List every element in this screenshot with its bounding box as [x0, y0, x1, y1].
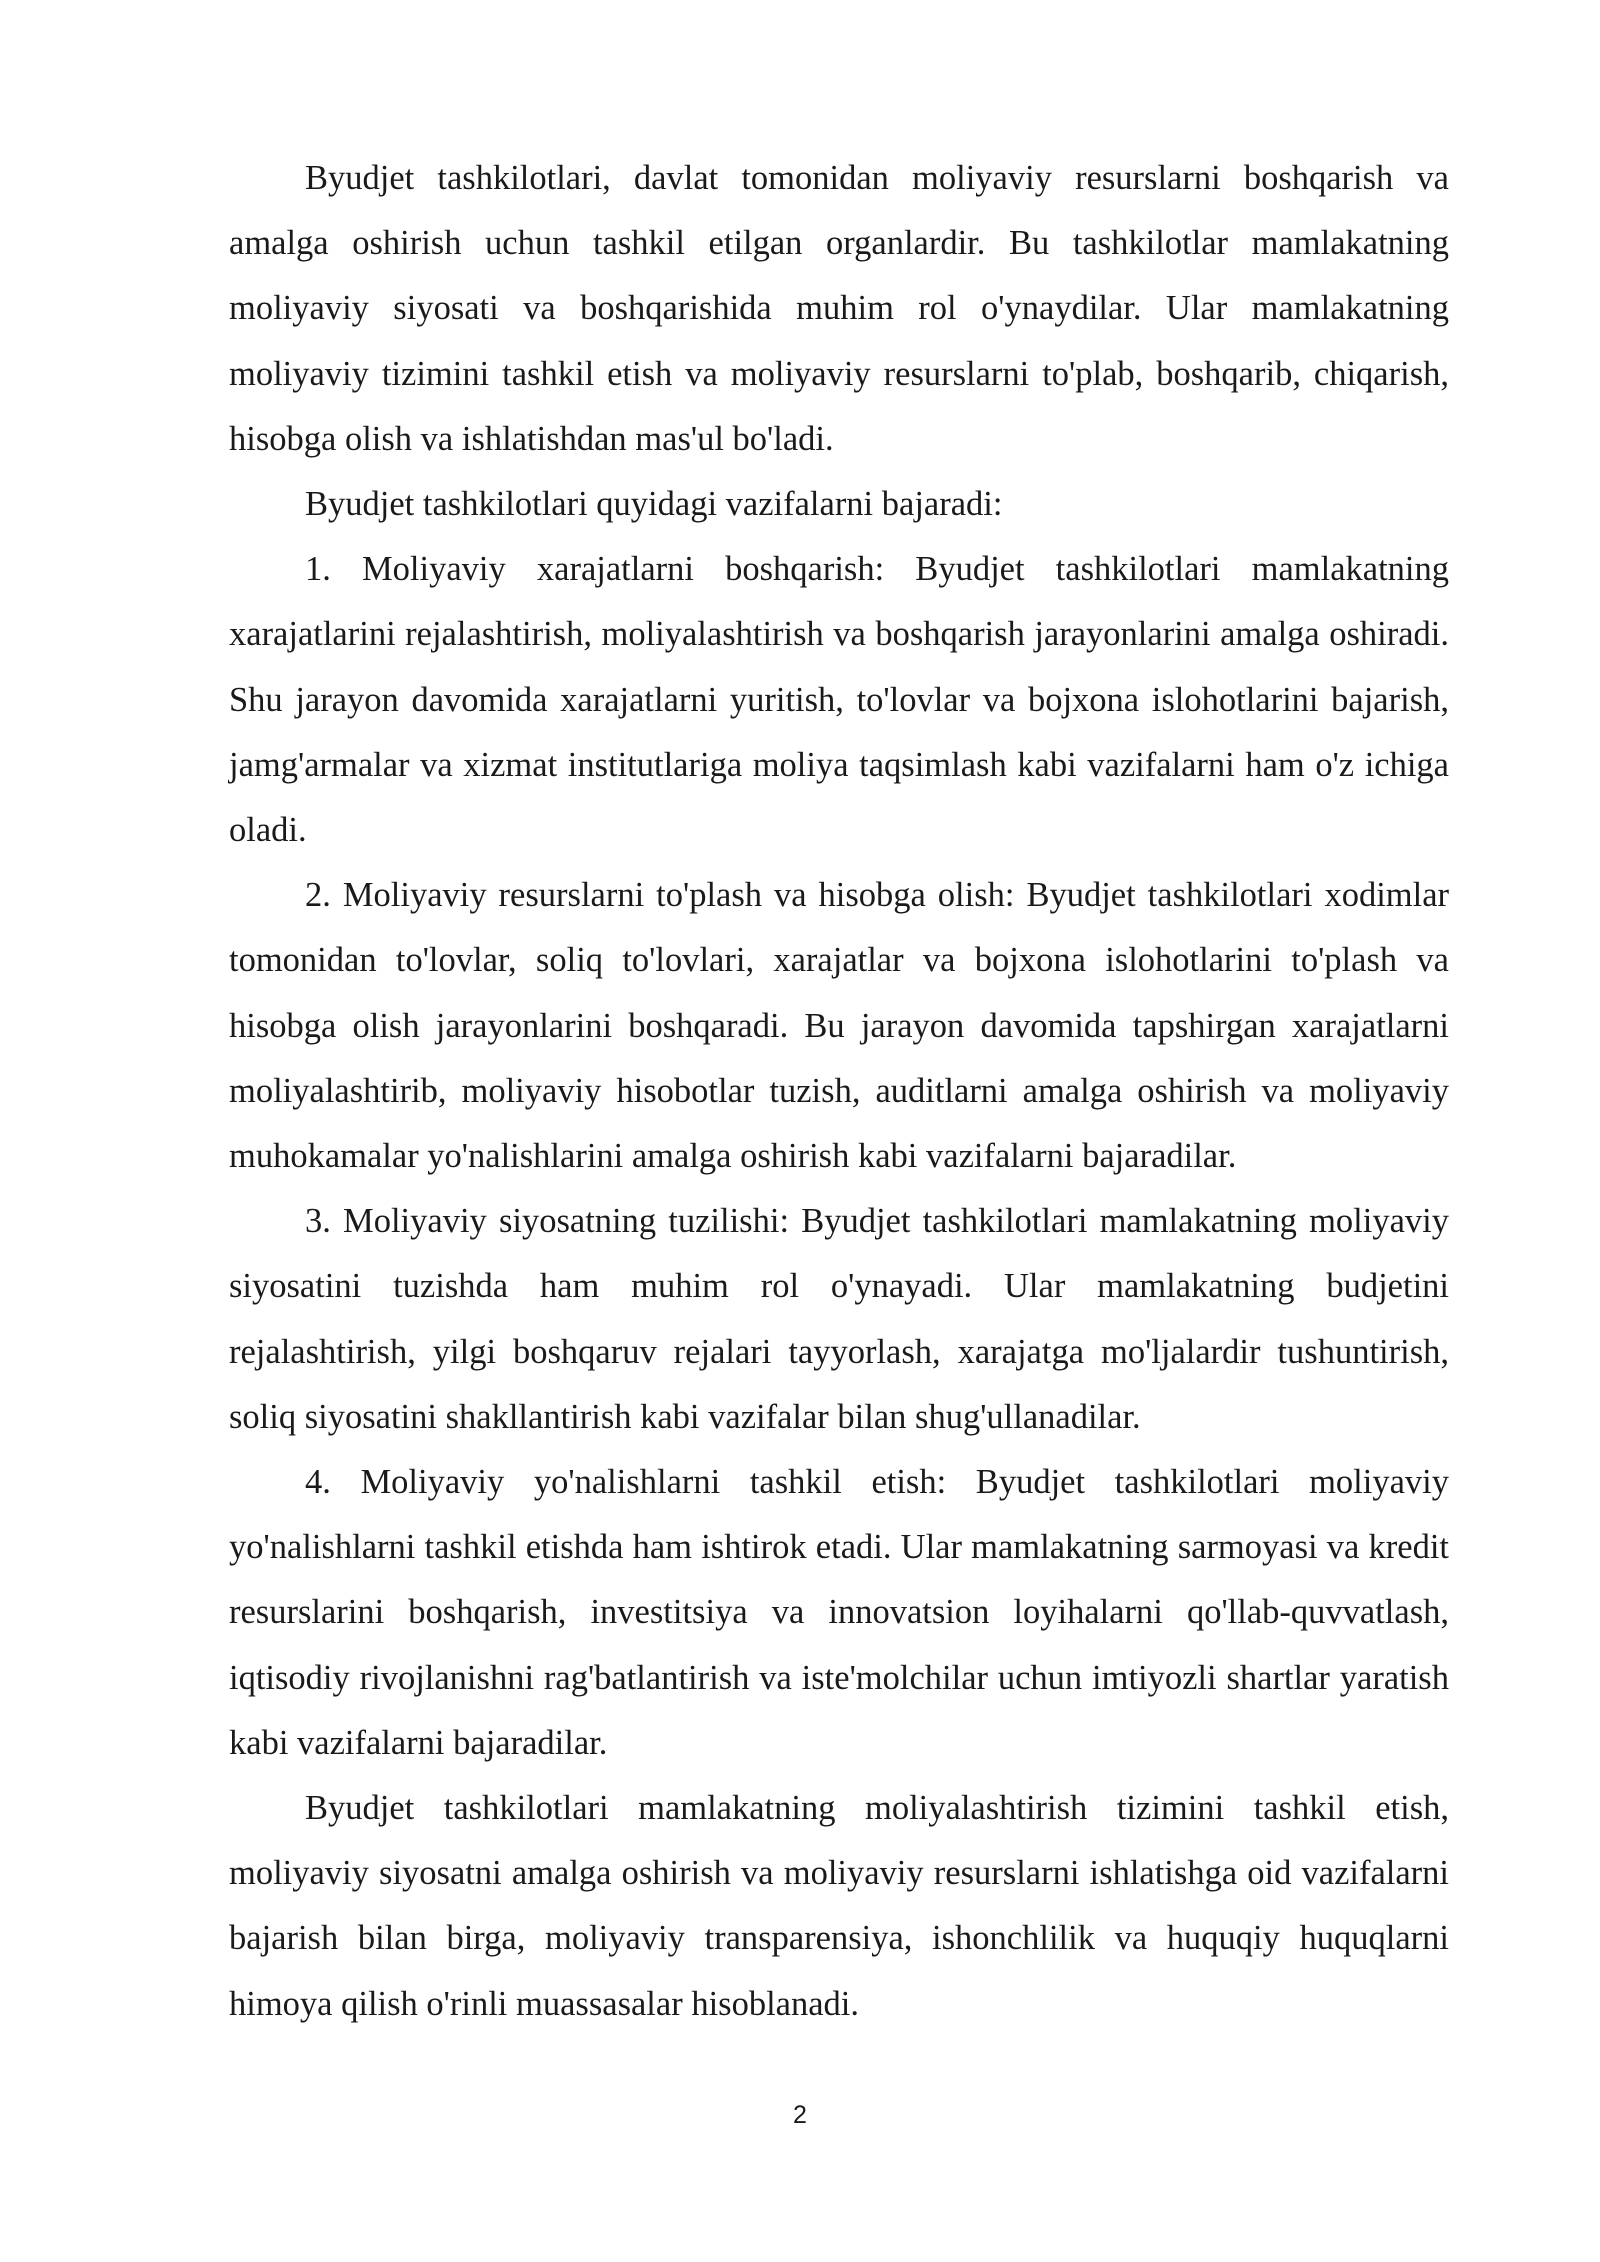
list-item-4-paragraph: 4. Moliyaviy yo'nalishlarni tashkil etish: Byudjet tashkilotlari moliyaviy yo'nalishlarni tashkil etishda ham ishtirok etadi. Ular mamlakatning sarmoyasi va kredit resurslarini boshqarish, investitsiya va innovatsion loyihalarni qo'llab-quvvatlash, iqtisodiy rivojlanishni rag'batlantirish va iste'molchilar uchun imtiyozli shartlar yaratish kabi vazifalarni bajaradilar.: [229, 1463, 1449, 1762]
list-item-3-paragraph: 3. Moliyaviy siyosatning tuzilishi: Byudjet tashkilotlari mamlakatning moliyaviy siyosatini tuzishda ham muhim rol o'ynayadi. Ular mamlakatning budjetini rejalashtirish, yilgi boshqaruv rejalari tayyorlash, xarajatga mo'ljalardir tushuntirish, soliq siyosatini shakllantirish kabi vazifalar bilan shug'ullanadilar.: [229, 1202, 1449, 1436]
intro-paragraph: Byudjet tashkilotlari, davlat tomonidan moliyaviy resurslarni boshqarish va amalga oshirish uchun tashkil etilgan organlardir. Bu tashkilotlar mamlakatning moliyaviy siyosati va boshqarishida muhim rol o'ynaydilar. Ular mamlakatning moliyaviy tizimini tashkil etish va moliyaviy resurslarni to'plab, boshqarib, chiqarish, hisobga olish va ishlatishdan mas'ul bo'ladi.: [229, 159, 1449, 458]
conclusion-paragraph: Byudjet tashkilotlari mamlakatning moliyalashtirish tizimini tashkil etish, moliyaviy siyosatni amalga oshirish va moliyaviy resurslarni ishlatishga oid vazifalarni bajarish bilan birga, moliyaviy transparensiya, ishonchlilik va huquqiy huquqlarni himoya qilish o'rinli muassasalar hisoblanadi.: [229, 1789, 1449, 2023]
page-body: [229, 146, 1449, 2037]
page-number: 2: [793, 2101, 807, 2129]
tasks-heading-paragraph: Byudjet tashkilotlari quyidagi vazifalarni bajaradi:: [305, 485, 1003, 524]
list-item-2-paragraph: 2. Moliyaviy resurslarni to'plash va hisobga olish: Byudjet tashkilotlari xodimlar tomonidan to'lovlar, soliq to'lovlari, xarajatlar va bojxona islohotlarini to'plash va hisobga olish jarayonlarini boshqaradi. Bu jarayon davomida tapshirgan xarajatlarni moliyalashtirib, moliyaviy hisobotlar tuzish, auditlarni amalga oshirish va moliyaviy muhokamalar yo'nalishlarini amalga oshirish kabi vazifalarni bajaradilar.: [229, 876, 1449, 1176]
list-item-1-paragraph: 1. Moliyaviy xarajatlarni boshqarish: Byudjet tashkilotlari mamlakatning xarajatlarini rejalashtirish, moliyalashtirish va boshqarish jarayonlarini amalga oshiradi. Shu jarayon davomida xarajatlarni yuritish, to'lovlar va bojxona islohotlarini bajarish, jamg'armalar va xizmat institutlariga moliya taqsimlash kabi vazifalarni ham o'z ichiga oladi.: [229, 550, 1449, 850]
